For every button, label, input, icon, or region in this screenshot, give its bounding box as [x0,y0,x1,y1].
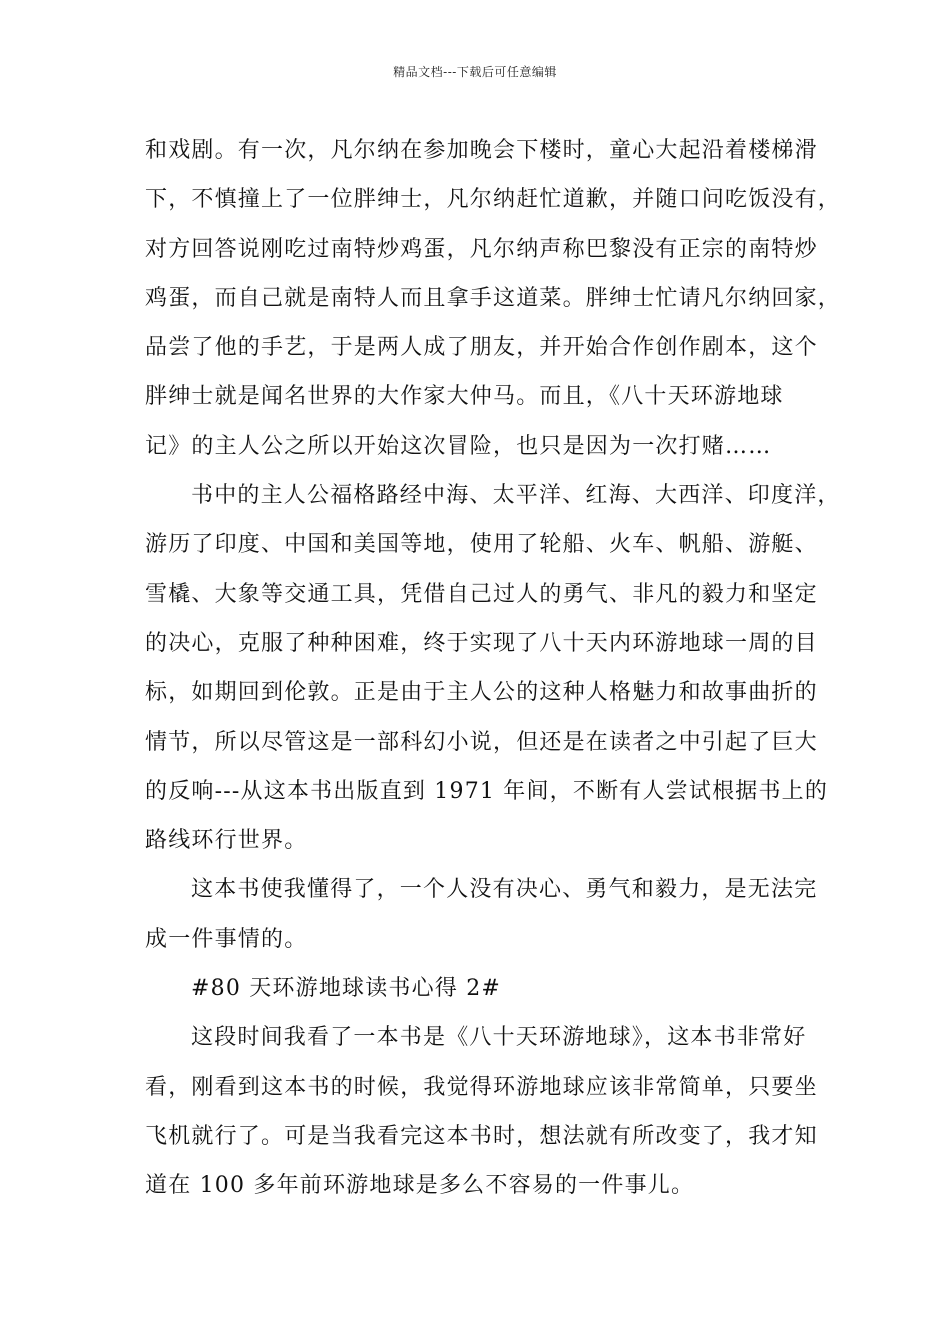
text-line: 标，如期回到伦敦。正是由于主人公的这种人格魅力和故事曲折的 [145,680,818,706]
text-line: 飞机就行了。可是当我看完这本书时，想法就有所改变了，我才知 [145,1123,818,1149]
text-line: 路线环行世界。 [145,828,308,854]
text-line: 胖绅士就是闻名世界的大作家大仲马。而且，《八十天环游地球 [145,384,784,410]
text-line: 游历了印度、中国和美国等地，使用了轮船、火车、帆船、游艇、 [145,532,818,558]
text-line: 鸡蛋，而自己就是南特人而且拿手这道菜。胖绅士忙请凡尔纳回家， [145,285,842,311]
text-line: 的决心，克服了种种困难，终于实现了八十天内环游地球一周的目 [145,630,818,656]
page-header: 精品文档---下载后可任意编辑 [393,65,557,79]
paragraph-first-line: 书中的主人公福格路经中海、太平洋、红海、大西洋、印度洋， [191,483,841,509]
text-line: 下，不慎撞上了一位胖绅士，凡尔纳赶忙道歉，并随口问吃饭没有， [145,187,842,213]
text-line: 品尝了他的手艺，于是两人成了朋友，并开始合作创作剧本，这个 [145,335,818,361]
text-line: 情节，所以尽管这是一部科幻小说，但还是在读者之中引起了巨大 [145,729,818,755]
paragraph-first-line: 这本书使我懂得了，一个人没有决心、勇气和毅力，是无法完 [191,877,818,903]
document-body [145,131,842,1216]
text-line: 雪橇、大象等交通工具，凭借自己过人的勇气、非凡的毅力和坚定 [145,581,818,607]
text-line: 和戏剧。有一次，凡尔纳在参加晚会下楼时，童心大起沿着楼梯滑 [145,138,818,163]
paragraph-first-line: 这段时间我看了一本书是《八十天环游地球》，这本书非常好 [191,1025,807,1051]
text-line: 的反响---从这本书出版直到 1971 年间，不断有人尝试根据书上的 [145,778,829,804]
text-line: 对方回答说刚吃过南特炒鸡蛋，凡尔纳声称巴黎没有正宗的南特炒 [145,236,818,262]
text-line: 看，刚看到这本书的时候，我觉得环游地球应该非常简单，只要坐 [145,1074,818,1100]
text-line: 成一件事情的。 [145,926,308,952]
text-line: 记》的主人公之所以开始这次冒险，也只是因为一次打赌…… [145,433,772,459]
section-heading: #80 天环游地球读书心得 2# [191,976,502,1002]
text-line: 道在 100 多年前环游地球是多么不容易的一件事儿。 [145,1173,695,1199]
